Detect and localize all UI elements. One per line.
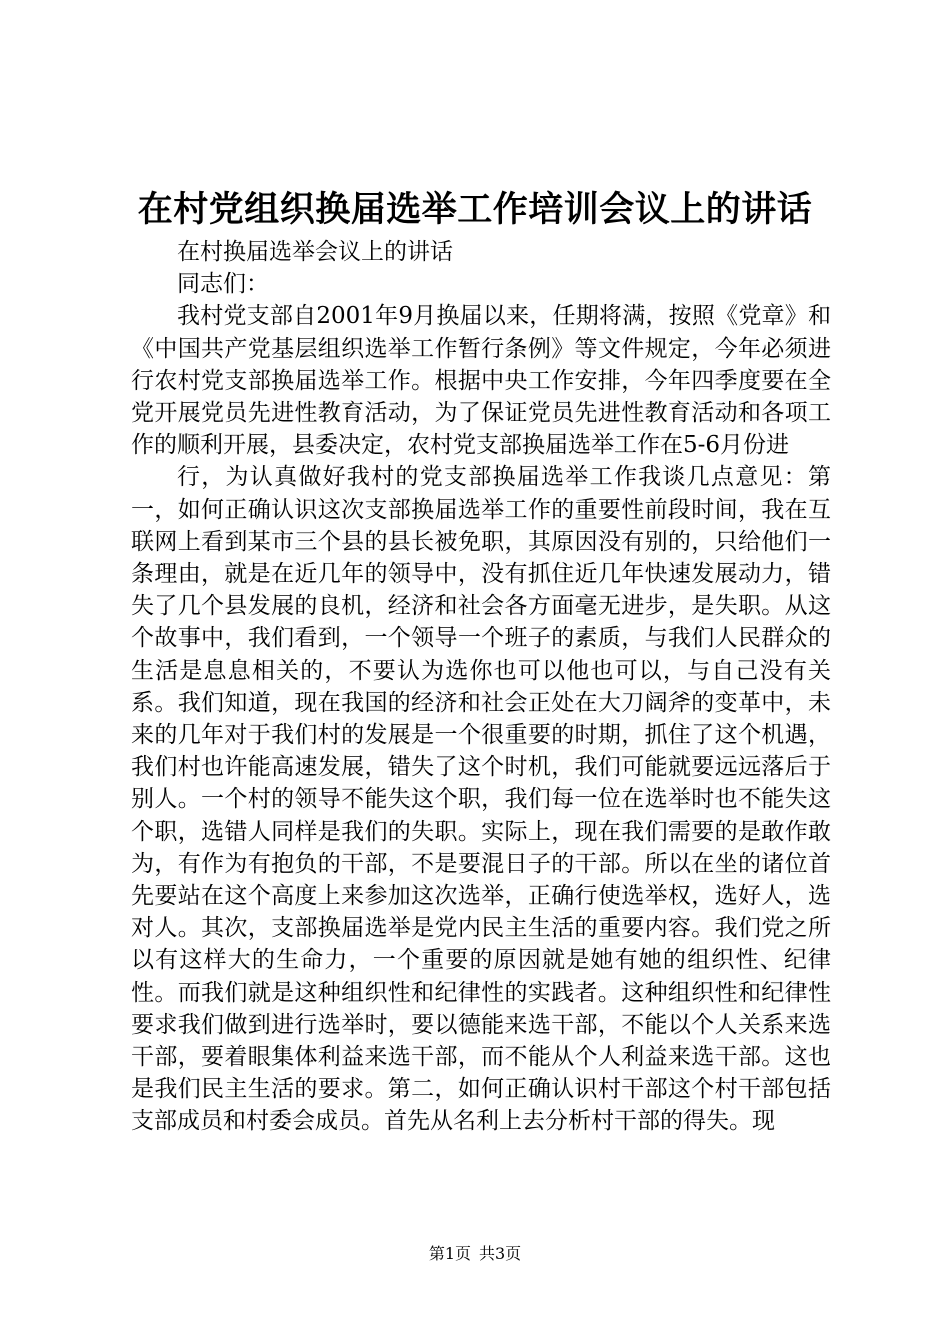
document-body (131, 236, 831, 1138)
subtitle-paragraph: 在村换届选举会议上的讲话 (177, 239, 453, 265)
page-footer (0, 1243, 950, 1265)
body-paragraph: 我村党支部自2001年9月换届以来，任期将满，按照《党章》和《中国共产党基层组织选举工作暂行条例》等文件规定，今年必须进行农村党支部换届选举工作。根据中央工作安排，今年四季度要在全党开展党员先进性教育活动，为了保证党员先进性教育活动和各项工作的顺利开展，县委决定，农村党支部换届选举工作在5-6月份进 (131, 303, 831, 459)
page-total: 共3页 (479, 1244, 522, 1263)
page-number: 第1页 (428, 1244, 471, 1263)
body-paragraph: 行，为认真做好我村的党支部换届选举工作我谈几点意见：第一，如何正确认识这次支部换届选举工作的重要性前段时间，我在互联网上看到某市三个县的县长被免职，其原因没有别的，只给他们一条理由，就是在近几年的领导中，没有抓住近几年快速发展动力，错失了几个县发展的良机，经济和社会各方面毫无进步，是失职。从这个故事中，我们看到，一个领导一个班子的素质，与我们人民群众的生活是息息相关的，不要认为选你也可以他也可以，与自己没有关系。我们知道，现在我国的经济和社会正处在大刀阔斧的变革中，未来的几年对于我们村的发展是一个很重要的时期，抓住了这个机遇，我们村也许能高速发展，错失了这个时机，我们可能就要远远落后于别人。一个村的领导不能失这个职，我们每一位在选举时也不能失这个职，选错人同样是我们的失职。实际上，现在我们需要的是敢作敢为，有作为有抱负的干部，不是要混日子的干部。所以在坐的诸位首先要站在这个高度上来参加这次选举，正确行使选举权，选好人，选对人。其次，支部换届选举是党内民主生活的重要内容。我们党之所以有这样大的生命力，一个重要的原因就是她有她的组织性、纪律性。而我们就是这种组织性和纪律性的实践者。这种组织性和纪律性要求我们做到进行选举时，要以德能来选干部，不能以个人关系来选干部，要着眼集体利益来选干部，而不能从个人利益来选干部。这也是我们民主生活的要求。第二，如何正确认识村干部这个村干部包括支部成员和村委会成员。首先从名利上去分析村干部的得失。现 (131, 464, 831, 1135)
document-title: 在村党组织换届选举工作培训会议上的讲话 (137, 189, 813, 230)
salutation-paragraph: 同志们： (177, 271, 269, 298)
